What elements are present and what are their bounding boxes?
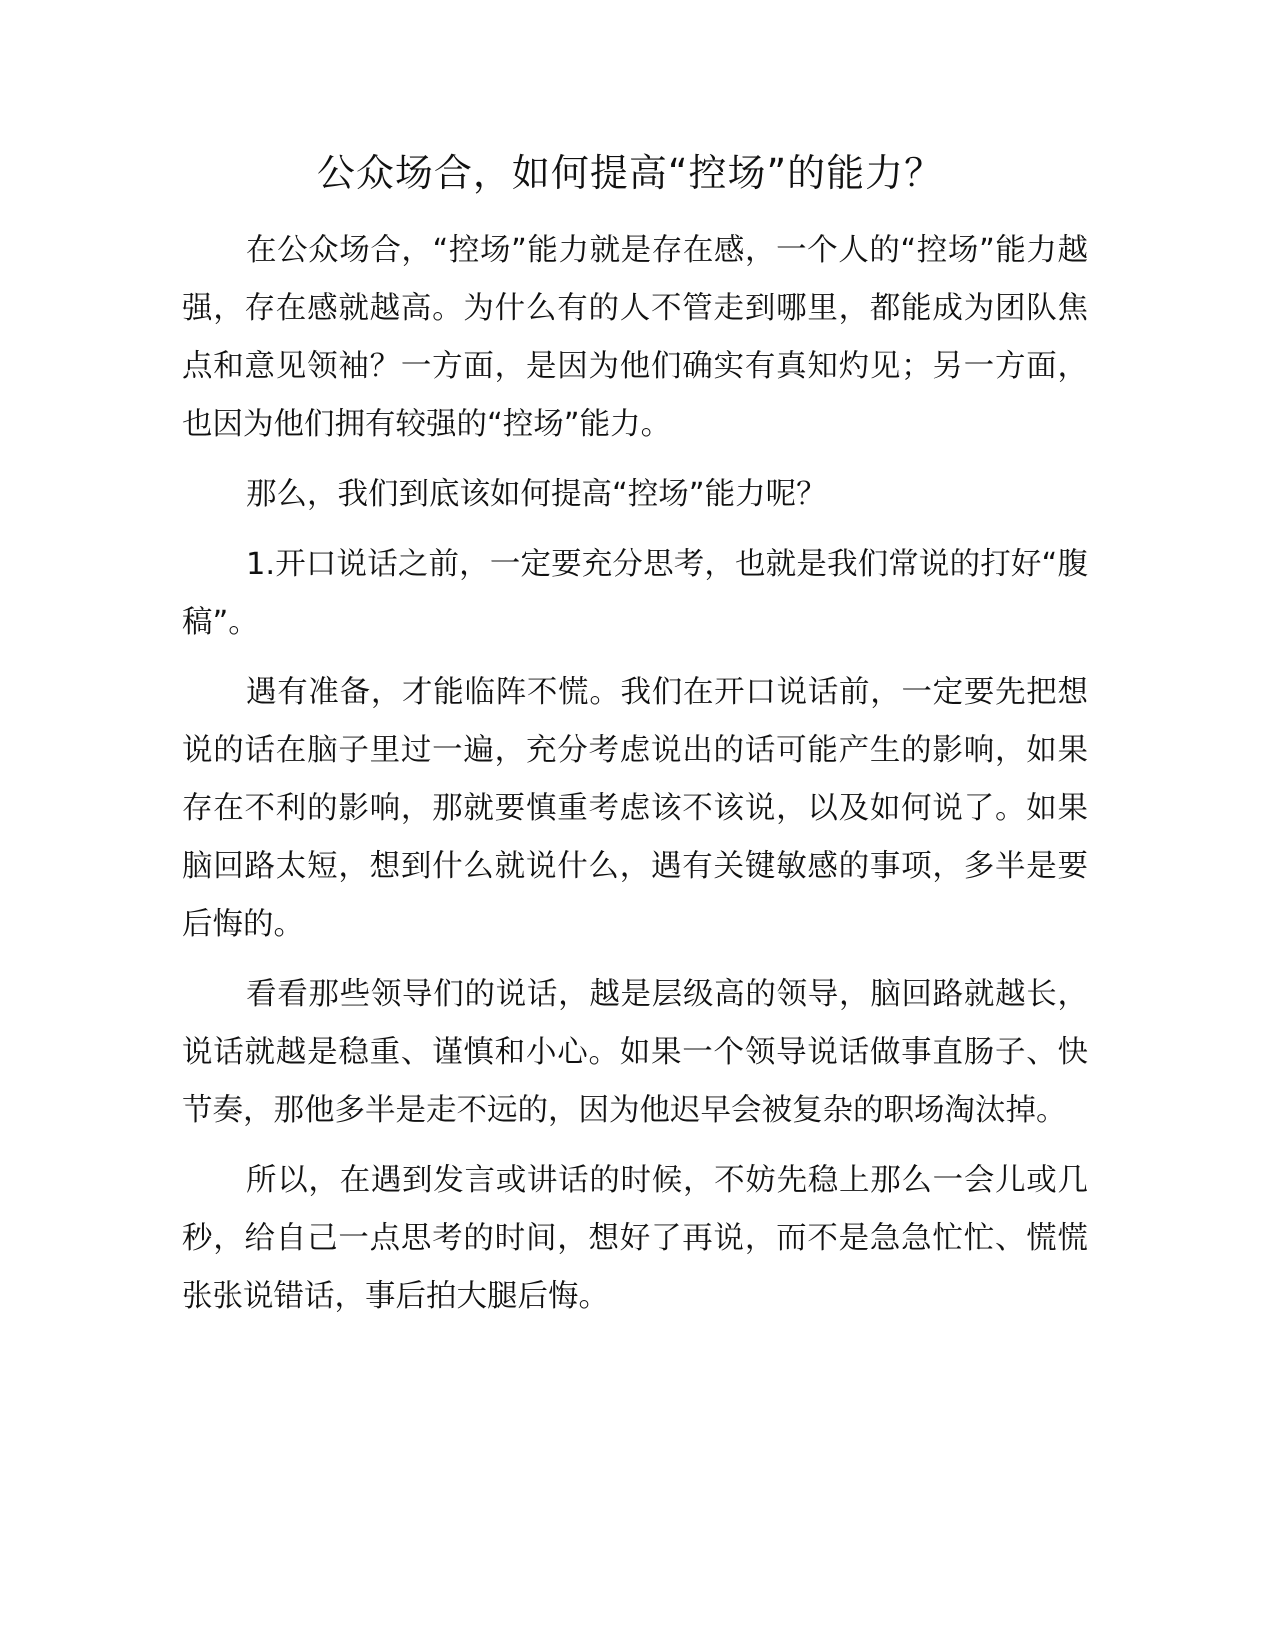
paragraph-leaders: 看看那些领导们的说话，越是层级高的领导，脑回路就越长，说话就越是稳重、谨慎和小心。如果一个领导说话做事直肠子、快节奏，那他多半是走不远的，因为他迟早会被复杂的职场淘汰掉。 [182, 977, 1088, 1128]
document-body [182, 222, 1088, 1338]
paragraph-conclusion: 所以，在遇到发言或讲话的时候，不妨先稳上那么一会儿或几秒，给自己一点思考的时间，想好了再说，而不是急急忙忙、慌慌张张说错话，事后拍大腿后悔。 [182, 1163, 1088, 1314]
paragraph-preparation: 遇有准备，才能临阵不慌。我们在开口说话前，一定要先把想说的话在脑子里过一遍，充分考虑说出的话可能产生的影响，如果存在不利的影响，那就要慎重考虑该不该说，以及如何说了。如果脑回路太短，想到什么就说什么，遇有关键敏感的事项，多半是要后悔的。 [182, 675, 1088, 942]
document-title: 公众场合，如何提高“控场”的能力？ [316, 151, 944, 195]
paragraph-question: 那么，我们到底该如何提高“控场”能力呢？ [246, 477, 827, 512]
paragraph-point-1: 1.开口说话之前，一定要充分思考，也就是我们常说的打好“腹稿”。 [182, 547, 1088, 640]
paragraph-intro: 在公众场合，“控场”能力就是存在感，一个人的“控场”能力越强，存在感就越高。为什么有的人不管走到哪里，都能成为团队焦点和意见领袖？一方面，是因为他们确实有真知灼见；另一方面，也因为他们拥有较强的“控场”能力。 [182, 233, 1088, 442]
